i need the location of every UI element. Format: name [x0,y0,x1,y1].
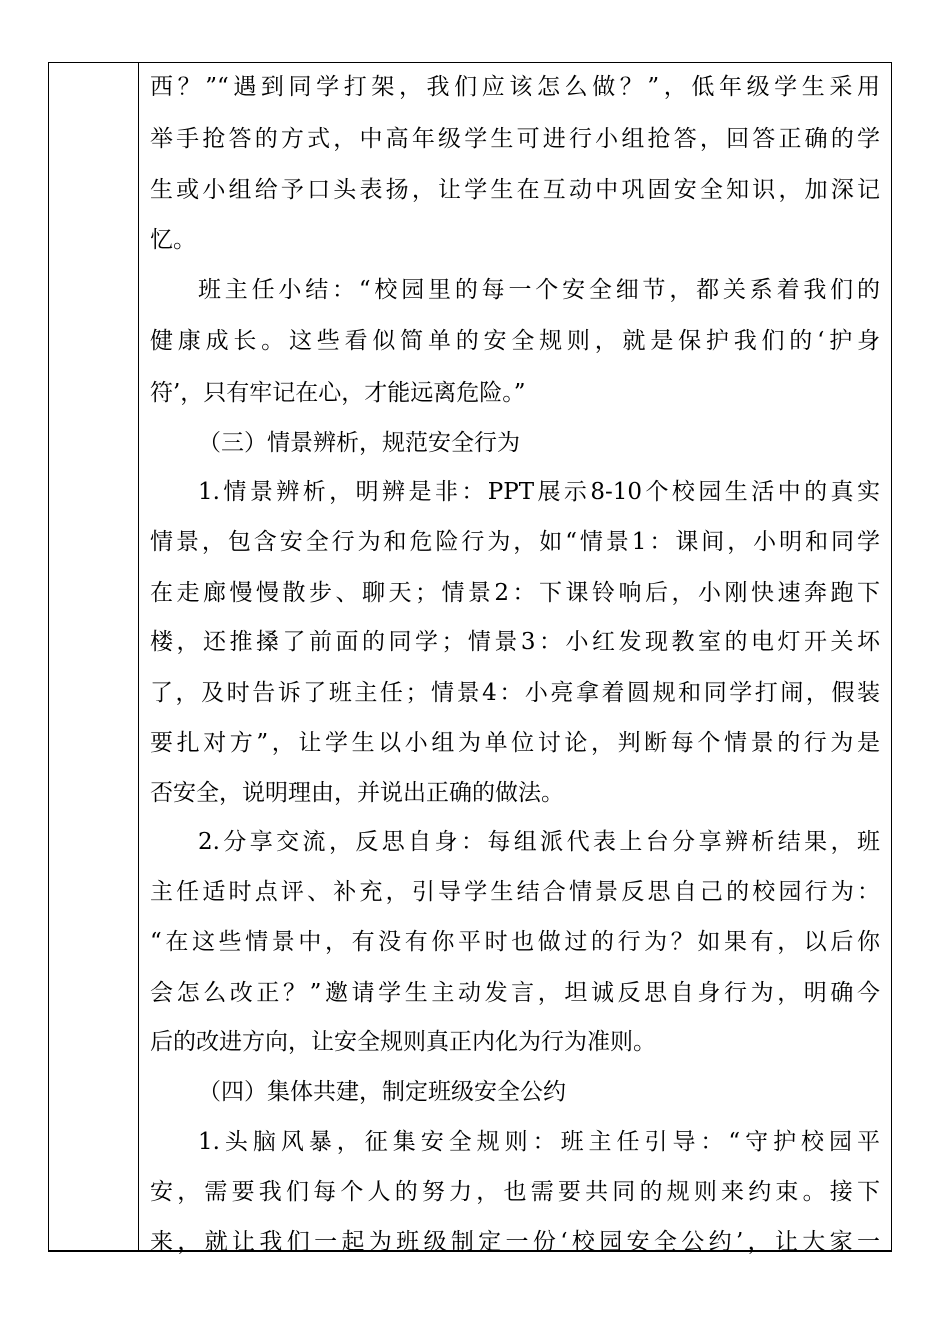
paragraph-line: 班主任小结：“校园里的每一个安全细节，都关系着我们的 [198,277,880,303]
table-left-border [48,63,49,1250]
text-line: 情景，包含安全行为和危险行为，如“情景1：课间，小明和同学 [150,529,880,555]
section-heading: （三）情景辨析，规范安全行为 [198,430,520,456]
text-line: 了，及时告诉了班主任；情景4：小亮拿着圆规和同学打闹，假装 [150,680,880,706]
table-column-divider [138,63,139,1250]
text-line: 会怎么改正？”邀请学生主动发言，坦诚反思自身行为，明确今 [150,980,880,1006]
table-right-border [891,63,892,1250]
text-line: 生或小组给予口头表扬，让学生在互动中巩固安全知识，加深记 [150,177,880,203]
section-heading: （四）集体共建，制定班级安全公约 [198,1079,566,1105]
text-line: 后的改进方向，让安全规则真正内化为行为准则。 [150,1029,656,1055]
text-line: 楼，还推搡了前面的同学；情景3：小红发现教室的电灯开关坏 [150,629,880,655]
text-line: 举手抢答的方式，中高年级学生可进行小组抢答，回答正确的学 [150,126,880,152]
text-line: 否安全，说明理由，并说出正确的做法。 [150,780,564,806]
text-line: “在这些情景中，有没有你平时也做过的行为？如果有，以后你 [150,929,880,955]
text-line: 西？”“遇到同学打架，我们应该怎么做？”，低年级学生采用 [150,74,880,100]
text-line: 忆。 [150,227,196,253]
text-line: 符’，只有牢记在心，才能远离危险。” [150,380,526,406]
paragraph-line: 1.情景辨析，明辨是非：PPT展示8-10个校园生活中的真实 [198,479,880,505]
text-line: 在走廊慢慢散步、聊天；情景2：下课铃响后，小刚快速奔跑下 [150,580,880,606]
text-line: 健康成长。这些看似简单的安全规则，就是保护我们的‘护身 [150,328,880,354]
text-line: 来，就让我们一起为班级制定一份‘校园安全公约’，让大家一 [150,1229,880,1255]
text-line: 主任适时点评、补充，引导学生结合情景反思自己的校园行为： [150,879,880,905]
paragraph-line: 1.头脑风暴，征集安全规则：班主任引导：“守护校园平 [198,1129,880,1155]
text-line: 要扎对方”，让学生以小组为单位讨论，判断每个情景的行为是 [150,730,880,756]
text-line: 安，需要我们每个人的努力，也需要共同的规则来约束。接下 [150,1179,880,1205]
paragraph-line: 2.分享交流，反思自身：每组派代表上台分享辨析结果，班 [198,829,880,855]
